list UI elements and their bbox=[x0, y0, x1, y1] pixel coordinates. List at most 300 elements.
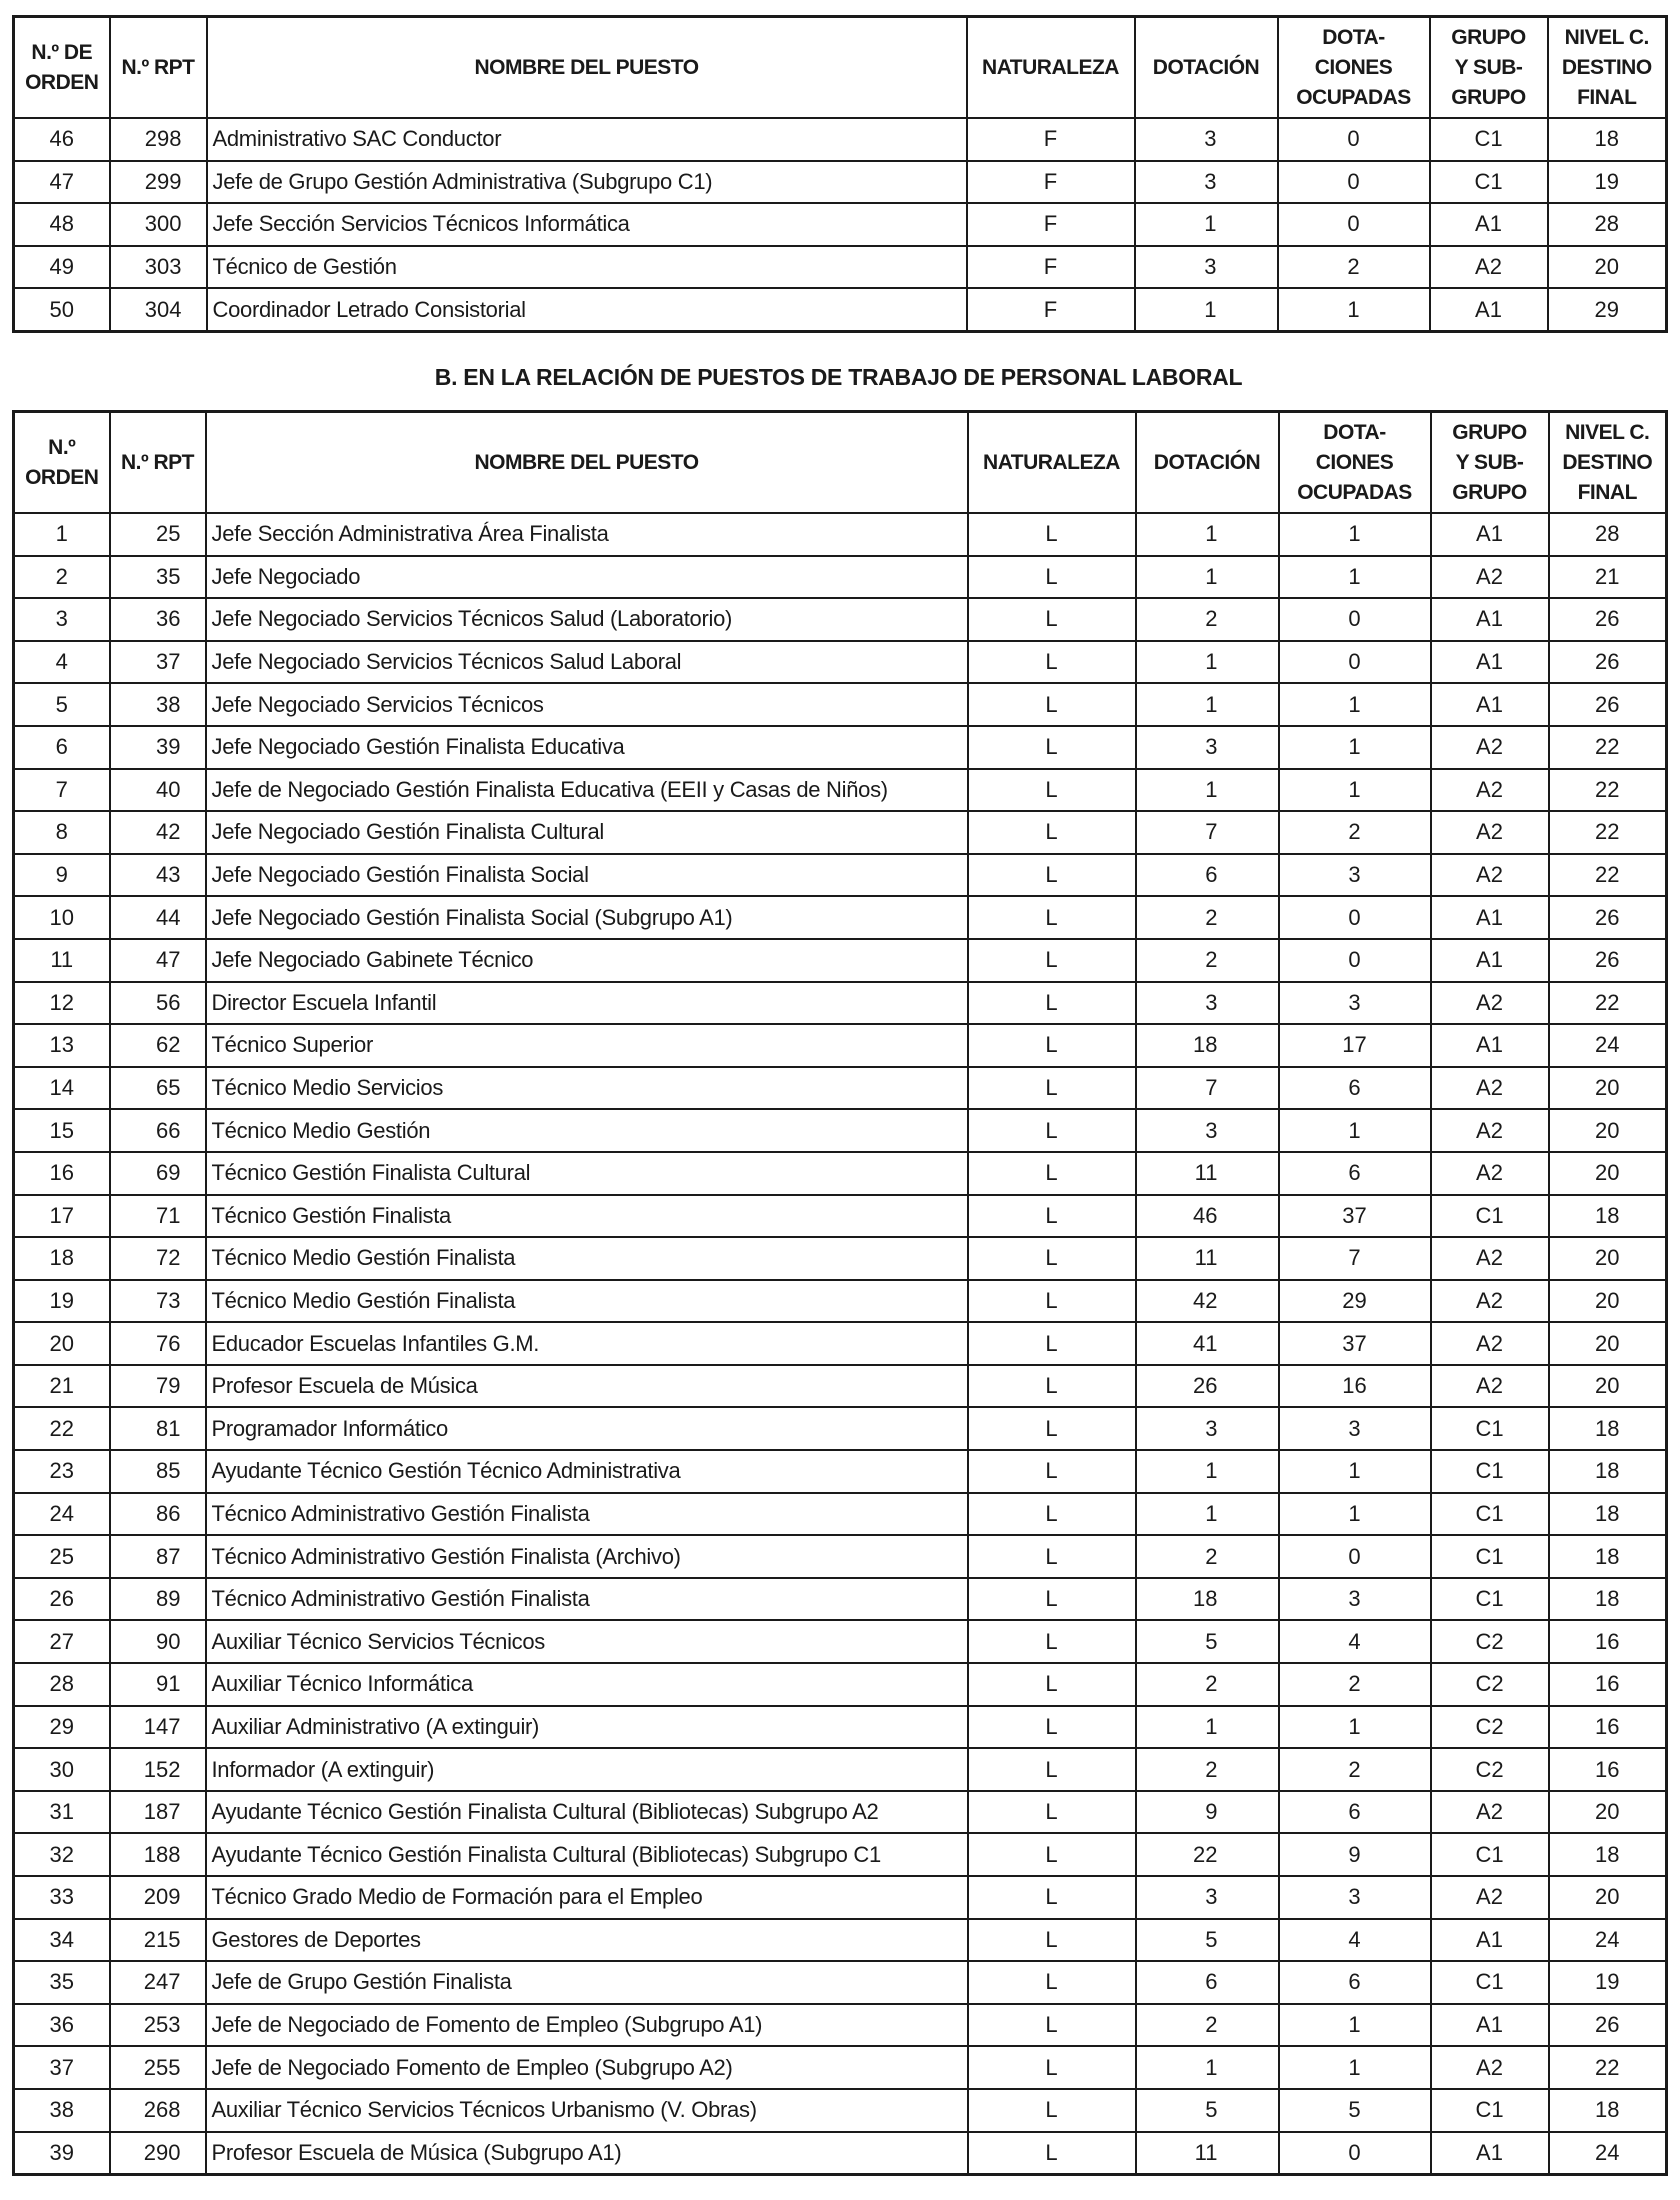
cell-nivel: 26 bbox=[1549, 641, 1667, 684]
cell-nivel: 20 bbox=[1549, 1280, 1667, 1323]
cell-rpt: 187 bbox=[110, 1791, 206, 1834]
cell-nivel: 22 bbox=[1549, 726, 1667, 769]
col-header-rpt bbox=[110, 17, 207, 119]
cell-orden: 25 bbox=[14, 1535, 110, 1578]
cell-nivel: 18 bbox=[1548, 118, 1667, 161]
cell-nombre: Jefe Negociado Gestión Finalista Social (Subgrupo A1) bbox=[206, 896, 968, 939]
cell-nivel: 18 bbox=[1549, 1493, 1667, 1536]
cell-grupo: C1 bbox=[1431, 1578, 1549, 1621]
header-line: FINAL bbox=[1577, 85, 1637, 109]
cell-rpt: 40 bbox=[110, 769, 206, 812]
table-row bbox=[14, 2046, 1667, 2089]
cell-orden: 13 bbox=[14, 1024, 110, 1067]
cell-dotacion: 22 bbox=[1136, 1833, 1279, 1876]
header-line: DOTA- bbox=[1322, 25, 1385, 49]
cell-nombre: Jefe Sección Administrativa Área Finalista bbox=[206, 513, 968, 556]
cell-ocupadas: 3 bbox=[1279, 1407, 1431, 1450]
cell-naturaleza: F bbox=[967, 203, 1135, 246]
cell-grupo: A1 bbox=[1430, 288, 1548, 331]
cell-ocupadas: 2 bbox=[1278, 246, 1430, 289]
table-row bbox=[14, 1450, 1667, 1493]
cell-naturaleza: L bbox=[968, 1578, 1136, 1621]
cell-dotacion: 3 bbox=[1135, 246, 1278, 289]
cell-orden: 16 bbox=[14, 1152, 110, 1195]
table-row bbox=[14, 1535, 1667, 1578]
cell-nombre: Jefe de Grupo Gestión Finalista bbox=[206, 1961, 968, 2004]
cell-nombre: Jefe Negociado Gabinete Técnico bbox=[206, 939, 968, 982]
cell-orden: 46 bbox=[14, 118, 110, 161]
cell-ocupadas: 0 bbox=[1279, 1535, 1431, 1578]
cell-orden: 7 bbox=[14, 769, 110, 812]
cell-rpt: 91 bbox=[110, 1663, 206, 1706]
cell-nivel: 26 bbox=[1549, 2004, 1667, 2047]
table-row bbox=[14, 2089, 1667, 2132]
cell-dotacion: 2 bbox=[1136, 939, 1279, 982]
header-line: DOTA- bbox=[1323, 420, 1386, 444]
cell-nivel: 26 bbox=[1549, 683, 1667, 726]
cell-nivel: 20 bbox=[1549, 1067, 1667, 1110]
cell-dotacion: 6 bbox=[1136, 854, 1279, 897]
cell-naturaleza: L bbox=[968, 1280, 1136, 1323]
cell-rpt: 87 bbox=[110, 1535, 206, 1578]
cell-naturaleza: F bbox=[967, 246, 1135, 289]
cell-dotacion: 2 bbox=[1136, 1535, 1279, 1578]
cell-nivel: 20 bbox=[1549, 1322, 1667, 1365]
cell-rpt: 43 bbox=[110, 854, 206, 897]
cell-dotacion: 2 bbox=[1136, 1748, 1279, 1791]
header-line: FINAL bbox=[1577, 480, 1637, 504]
cell-nivel: 18 bbox=[1549, 1407, 1667, 1450]
header-line: GRUPO bbox=[1451, 25, 1526, 49]
table-row bbox=[14, 1024, 1667, 1067]
cell-rpt: 76 bbox=[110, 1322, 206, 1365]
cell-naturaleza: L bbox=[968, 1365, 1136, 1408]
cell-orden: 4 bbox=[14, 641, 110, 684]
cell-rpt: 39 bbox=[110, 726, 206, 769]
cell-dotacion: 11 bbox=[1136, 1237, 1279, 1280]
cell-dotacion: 18 bbox=[1136, 1578, 1279, 1621]
cell-nivel: 24 bbox=[1549, 1919, 1667, 1962]
cell-nivel: 16 bbox=[1549, 1663, 1667, 1706]
col-header-nombre bbox=[207, 17, 967, 119]
header-line: NOMBRE DEL PUESTO bbox=[474, 450, 699, 474]
cell-grupo: A1 bbox=[1431, 641, 1549, 684]
cell-dotacion: 26 bbox=[1136, 1365, 1279, 1408]
cell-rpt: 147 bbox=[110, 1706, 206, 1749]
cell-naturaleza: L bbox=[968, 1535, 1136, 1578]
table-row bbox=[14, 1195, 1667, 1238]
table-row bbox=[14, 1152, 1667, 1195]
table-row bbox=[14, 769, 1667, 812]
table-a-header bbox=[14, 17, 1667, 119]
table-laboral-positions bbox=[12, 410, 1668, 2176]
cell-naturaleza: L bbox=[968, 1961, 1136, 2004]
cell-nivel: 20 bbox=[1549, 1365, 1667, 1408]
table-row bbox=[14, 513, 1667, 556]
cell-grupo: A2 bbox=[1431, 1322, 1549, 1365]
table-row bbox=[14, 1407, 1667, 1450]
cell-ocupadas: 6 bbox=[1279, 1067, 1431, 1110]
cell-nivel: 19 bbox=[1548, 161, 1667, 204]
cell-orden: 10 bbox=[14, 896, 110, 939]
cell-dotacion: 3 bbox=[1136, 1876, 1279, 1919]
cell-nivel: 21 bbox=[1549, 556, 1667, 599]
header-line: CIONES bbox=[1315, 450, 1394, 474]
cell-grupo: A2 bbox=[1431, 982, 1549, 1025]
cell-nombre: Técnico Administrativo Gestión Finalista bbox=[206, 1578, 968, 1621]
table-row bbox=[14, 118, 1667, 161]
cell-dotacion: 1 bbox=[1136, 683, 1279, 726]
cell-nombre: Educador Escuelas Infantiles G.M. bbox=[206, 1322, 968, 1365]
cell-nivel: 26 bbox=[1549, 939, 1667, 982]
cell-naturaleza: F bbox=[967, 161, 1135, 204]
cell-nivel: 18 bbox=[1549, 1578, 1667, 1621]
header-line: N.º DE bbox=[31, 40, 93, 64]
cell-naturaleza: L bbox=[968, 2004, 1136, 2047]
cell-nombre: Gestores de Deportes bbox=[206, 1919, 968, 1962]
cell-ocupadas: 3 bbox=[1279, 1876, 1431, 1919]
cell-orden: 20 bbox=[14, 1322, 110, 1365]
table-funcionario-positions bbox=[12, 15, 1668, 333]
col-header-ocupadas bbox=[1279, 412, 1431, 514]
cell-rpt: 66 bbox=[110, 1109, 206, 1152]
cell-nombre: Técnico Grado Medio de Formación para el Empleo bbox=[206, 1876, 968, 1919]
cell-nombre: Jefe Negociado Gestión Finalista Cultural bbox=[206, 811, 968, 854]
cell-grupo: A2 bbox=[1431, 1876, 1549, 1919]
cell-naturaleza: L bbox=[968, 1407, 1136, 1450]
cell-orden: 26 bbox=[14, 1578, 110, 1621]
cell-nombre: Auxiliar Administrativo (A extinguir) bbox=[206, 1706, 968, 1749]
header-line: DOTACIÓN bbox=[1152, 55, 1260, 79]
cell-orden: 31 bbox=[14, 1791, 110, 1834]
cell-grupo: A2 bbox=[1430, 246, 1548, 289]
cell-nivel: 22 bbox=[1549, 769, 1667, 812]
cell-orden: 50 bbox=[14, 288, 110, 331]
cell-nombre: Jefe Sección Servicios Técnicos Informática bbox=[207, 203, 967, 246]
cell-grupo: C1 bbox=[1431, 1833, 1549, 1876]
cell-rpt: 298 bbox=[110, 118, 207, 161]
cell-naturaleza: L bbox=[968, 1024, 1136, 1067]
cell-ocupadas: 4 bbox=[1279, 1919, 1431, 1962]
cell-naturaleza: L bbox=[968, 683, 1136, 726]
cell-grupo: A2 bbox=[1431, 726, 1549, 769]
cell-nivel: 20 bbox=[1549, 1109, 1667, 1152]
cell-nombre: Coordinador Letrado Consistorial bbox=[207, 288, 967, 331]
cell-ocupadas: 1 bbox=[1279, 2004, 1431, 2047]
cell-grupo: C1 bbox=[1431, 1195, 1549, 1238]
cell-dotacion: 2 bbox=[1136, 598, 1279, 641]
cell-dotacion: 7 bbox=[1136, 811, 1279, 854]
col-header-naturaleza bbox=[968, 412, 1136, 514]
cell-ocupadas: 0 bbox=[1279, 598, 1431, 641]
cell-naturaleza: L bbox=[968, 1322, 1136, 1365]
cell-grupo: C2 bbox=[1431, 1663, 1549, 1706]
table-row bbox=[14, 1791, 1667, 1834]
cell-nombre: Técnico de Gestión bbox=[207, 246, 967, 289]
cell-rpt: 304 bbox=[110, 288, 207, 331]
cell-rpt: 72 bbox=[110, 1237, 206, 1280]
cell-nombre: Ayudante Técnico Gestión Finalista Cultural (Bibliotecas) Subgrupo A2 bbox=[206, 1791, 968, 1834]
cell-orden: 8 bbox=[14, 811, 110, 854]
table-row bbox=[14, 811, 1667, 854]
cell-orden: 19 bbox=[14, 1280, 110, 1323]
cell-dotacion: 1 bbox=[1136, 641, 1279, 684]
table-row bbox=[14, 288, 1667, 331]
cell-naturaleza: L bbox=[968, 1876, 1136, 1919]
cell-grupo: C1 bbox=[1430, 118, 1548, 161]
cell-rpt: 79 bbox=[110, 1365, 206, 1408]
cell-naturaleza: L bbox=[968, 2089, 1136, 2132]
cell-dotacion: 46 bbox=[1136, 1195, 1279, 1238]
cell-dotacion: 3 bbox=[1136, 1407, 1279, 1450]
cell-ocupadas: 1 bbox=[1279, 2046, 1431, 2089]
cell-nivel: 19 bbox=[1549, 1961, 1667, 2004]
cell-orden: 27 bbox=[14, 1620, 110, 1663]
cell-nombre: Ayudante Técnico Gestión Técnico Administrativa bbox=[206, 1450, 968, 1493]
cell-rpt: 62 bbox=[110, 1024, 206, 1067]
cell-dotacion: 11 bbox=[1136, 1152, 1279, 1195]
cell-orden: 6 bbox=[14, 726, 110, 769]
table-row bbox=[14, 982, 1667, 1025]
table-row bbox=[14, 598, 1667, 641]
col-header-grupo bbox=[1430, 17, 1548, 119]
cell-ocupadas: 1 bbox=[1279, 513, 1431, 556]
cell-naturaleza: L bbox=[968, 939, 1136, 982]
cell-ocupadas: 1 bbox=[1279, 769, 1431, 812]
cell-ocupadas: 37 bbox=[1279, 1322, 1431, 1365]
cell-orden: 48 bbox=[14, 203, 110, 246]
header-line: ORDEN bbox=[25, 465, 99, 489]
cell-orden: 22 bbox=[14, 1407, 110, 1450]
cell-naturaleza: L bbox=[968, 1237, 1136, 1280]
cell-rpt: 38 bbox=[110, 683, 206, 726]
cell-nombre: Jefe Negociado Servicios Técnicos bbox=[206, 683, 968, 726]
cell-nombre: Director Escuela Infantil bbox=[206, 982, 968, 1025]
table-row bbox=[14, 939, 1667, 982]
cell-orden: 12 bbox=[14, 982, 110, 1025]
header-line: Y SUB- bbox=[1455, 450, 1524, 474]
table-row bbox=[14, 203, 1667, 246]
cell-nombre: Jefe Negociado Gestión Finalista Social bbox=[206, 854, 968, 897]
cell-rpt: 71 bbox=[110, 1195, 206, 1238]
header-line: DOTACIÓN bbox=[1153, 450, 1261, 474]
cell-rpt: 37 bbox=[110, 641, 206, 684]
cell-ocupadas: 1 bbox=[1278, 288, 1430, 331]
cell-ocupadas: 1 bbox=[1279, 726, 1431, 769]
cell-ocupadas: 9 bbox=[1279, 1833, 1431, 1876]
col-header-ocupadas bbox=[1278, 17, 1430, 119]
cell-orden: 37 bbox=[14, 2046, 110, 2089]
cell-nivel: 20 bbox=[1549, 1152, 1667, 1195]
cell-nivel: 29 bbox=[1548, 288, 1667, 331]
section-b-title: B. EN LA RELACIÓN DE PUESTOS DE TRABAJO DE PERSONAL LABORAL bbox=[434, 364, 1243, 390]
cell-nombre: Jefe Negociado Servicios Técnicos Salud (Laboratorio) bbox=[206, 598, 968, 641]
cell-nombre: Profesor Escuela de Música (Subgrupo A1) bbox=[206, 2132, 968, 2175]
cell-nivel: 18 bbox=[1549, 1195, 1667, 1238]
cell-ocupadas: 6 bbox=[1279, 1961, 1431, 2004]
cell-naturaleza: L bbox=[968, 556, 1136, 599]
cell-dotacion: 18 bbox=[1136, 1024, 1279, 1067]
cell-dotacion: 2 bbox=[1136, 896, 1279, 939]
table-row bbox=[14, 641, 1667, 684]
cell-ocupadas: 0 bbox=[1278, 118, 1430, 161]
cell-rpt: 36 bbox=[110, 598, 206, 641]
cell-grupo: C1 bbox=[1431, 1407, 1549, 1450]
col-header-rpt bbox=[110, 412, 206, 514]
cell-dotacion: 1 bbox=[1136, 1493, 1279, 1536]
cell-orden: 38 bbox=[14, 2089, 110, 2132]
header-line: OCUPADAS bbox=[1297, 480, 1412, 504]
cell-naturaleza: L bbox=[968, 1620, 1136, 1663]
cell-naturaleza: L bbox=[968, 1748, 1136, 1791]
cell-ocupadas: 0 bbox=[1279, 939, 1431, 982]
table-row bbox=[14, 1833, 1667, 1876]
cell-dotacion: 3 bbox=[1135, 118, 1278, 161]
table-row bbox=[14, 1578, 1667, 1621]
cell-rpt: 247 bbox=[110, 1961, 206, 2004]
cell-nivel: 20 bbox=[1548, 246, 1667, 289]
cell-ocupadas: 0 bbox=[1278, 161, 1430, 204]
cell-nombre: Jefe Negociado Servicios Técnicos Salud Laboral bbox=[206, 641, 968, 684]
cell-dotacion: 3 bbox=[1135, 161, 1278, 204]
cell-ocupadas: 3 bbox=[1279, 1578, 1431, 1621]
header-line: GRUPO bbox=[1451, 85, 1526, 109]
cell-dotacion: 1 bbox=[1135, 288, 1278, 331]
cell-ocupadas: 0 bbox=[1279, 641, 1431, 684]
cell-grupo: A1 bbox=[1431, 598, 1549, 641]
cell-naturaleza: F bbox=[967, 288, 1135, 331]
col-header-naturaleza bbox=[967, 17, 1135, 119]
cell-naturaleza: L bbox=[968, 513, 1136, 556]
cell-nombre: Técnico Superior bbox=[206, 1024, 968, 1067]
col-header-nombre bbox=[206, 412, 968, 514]
cell-nivel: 18 bbox=[1549, 2089, 1667, 2132]
cell-grupo: A2 bbox=[1431, 1067, 1549, 1110]
cell-nivel: 22 bbox=[1549, 854, 1667, 897]
col-header-dotacion bbox=[1136, 412, 1279, 514]
cell-dotacion: 5 bbox=[1136, 1620, 1279, 1663]
header-line: NIVEL C. bbox=[1564, 25, 1649, 49]
table-row bbox=[14, 1706, 1667, 1749]
col-header-nivel bbox=[1549, 412, 1667, 514]
cell-nombre: Ayudante Técnico Gestión Finalista Cultural (Bibliotecas) Subgrupo C1 bbox=[206, 1833, 968, 1876]
cell-ocupadas: 3 bbox=[1279, 982, 1431, 1025]
table-row bbox=[14, 1919, 1667, 1962]
cell-nombre: Jefe Negociado bbox=[206, 556, 968, 599]
cell-naturaleza: L bbox=[968, 2046, 1136, 2089]
cell-grupo: A2 bbox=[1431, 556, 1549, 599]
cell-grupo: A1 bbox=[1431, 513, 1549, 556]
cell-nombre: Técnico Gestión Finalista bbox=[206, 1195, 968, 1238]
cell-rpt: 73 bbox=[110, 1280, 206, 1323]
cell-dotacion: 3 bbox=[1136, 982, 1279, 1025]
cell-nivel: 16 bbox=[1549, 1748, 1667, 1791]
cell-ocupadas: 1 bbox=[1279, 556, 1431, 599]
cell-rpt: 81 bbox=[110, 1407, 206, 1450]
table-row bbox=[14, 1280, 1667, 1323]
cell-grupo: A2 bbox=[1431, 1791, 1549, 1834]
table-row bbox=[14, 1237, 1667, 1280]
header-line: N.º RPT bbox=[121, 55, 195, 79]
cell-naturaleza: L bbox=[968, 598, 1136, 641]
table-row bbox=[14, 1322, 1667, 1365]
header-line: GRUPO bbox=[1452, 420, 1527, 444]
cell-orden: 36 bbox=[14, 2004, 110, 2047]
cell-nombre: Técnico Medio Gestión Finalista bbox=[206, 1237, 968, 1280]
cell-dotacion: 5 bbox=[1136, 1919, 1279, 1962]
cell-ocupadas: 0 bbox=[1279, 2132, 1431, 2175]
cell-nivel: 24 bbox=[1549, 1024, 1667, 1067]
table-row bbox=[14, 896, 1667, 939]
cell-ocupadas: 16 bbox=[1279, 1365, 1431, 1408]
cell-rpt: 56 bbox=[110, 982, 206, 1025]
cell-grupo: A2 bbox=[1431, 1365, 1549, 1408]
cell-naturaleza: L bbox=[968, 769, 1136, 812]
cell-rpt: 69 bbox=[110, 1152, 206, 1195]
cell-orden: 28 bbox=[14, 1663, 110, 1706]
cell-ocupadas: 2 bbox=[1279, 1663, 1431, 1706]
cell-orden: 29 bbox=[14, 1706, 110, 1749]
cell-dotacion: 1 bbox=[1136, 513, 1279, 556]
table-row bbox=[14, 2132, 1667, 2175]
cell-grupo: C1 bbox=[1431, 2089, 1549, 2132]
cell-naturaleza: L bbox=[968, 726, 1136, 769]
cell-orden: 23 bbox=[14, 1450, 110, 1493]
cell-nivel: 20 bbox=[1549, 1791, 1667, 1834]
table-row bbox=[14, 1493, 1667, 1536]
table-row bbox=[14, 246, 1667, 289]
cell-ocupadas: 1 bbox=[1279, 1109, 1431, 1152]
cell-ocupadas: 1 bbox=[1279, 683, 1431, 726]
cell-orden: 34 bbox=[14, 1919, 110, 1962]
cell-grupo: A1 bbox=[1431, 1024, 1549, 1067]
cell-grupo: A1 bbox=[1431, 683, 1549, 726]
cell-dotacion: 1 bbox=[1136, 2046, 1279, 2089]
header-line: Y SUB- bbox=[1454, 55, 1523, 79]
cell-nivel: 22 bbox=[1549, 982, 1667, 1025]
cell-nivel: 22 bbox=[1549, 2046, 1667, 2089]
cell-grupo: C2 bbox=[1431, 1748, 1549, 1791]
table-row bbox=[14, 1365, 1667, 1408]
cell-dotacion: 1 bbox=[1136, 1450, 1279, 1493]
table-row bbox=[14, 1961, 1667, 2004]
cell-grupo: C1 bbox=[1431, 1450, 1549, 1493]
cell-ocupadas: 0 bbox=[1278, 203, 1430, 246]
cell-rpt: 253 bbox=[110, 2004, 206, 2047]
cell-ocupadas: 3 bbox=[1279, 854, 1431, 897]
cell-dotacion: 5 bbox=[1136, 2089, 1279, 2132]
cell-grupo: A2 bbox=[1431, 1237, 1549, 1280]
cell-ocupadas: 17 bbox=[1279, 1024, 1431, 1067]
cell-nombre: Auxiliar Técnico Informática bbox=[206, 1663, 968, 1706]
cell-rpt: 65 bbox=[110, 1067, 206, 1110]
cell-grupo: A2 bbox=[1431, 769, 1549, 812]
cell-rpt: 209 bbox=[110, 1876, 206, 1919]
cell-orden: 9 bbox=[14, 854, 110, 897]
cell-orden: 30 bbox=[14, 1748, 110, 1791]
cell-naturaleza: L bbox=[968, 1195, 1136, 1238]
cell-naturaleza: L bbox=[968, 1067, 1136, 1110]
cell-naturaleza: L bbox=[968, 1833, 1136, 1876]
cell-ocupadas: 6 bbox=[1279, 1152, 1431, 1195]
header-line: NOMBRE DEL PUESTO bbox=[474, 55, 699, 79]
cell-nivel: 20 bbox=[1549, 1876, 1667, 1919]
cell-rpt: 90 bbox=[110, 1620, 206, 1663]
cell-ocupadas: 1 bbox=[1279, 1450, 1431, 1493]
cell-ocupadas: 6 bbox=[1279, 1791, 1431, 1834]
col-header-grupo bbox=[1431, 412, 1549, 514]
header-line: DESTINO bbox=[1561, 55, 1652, 79]
